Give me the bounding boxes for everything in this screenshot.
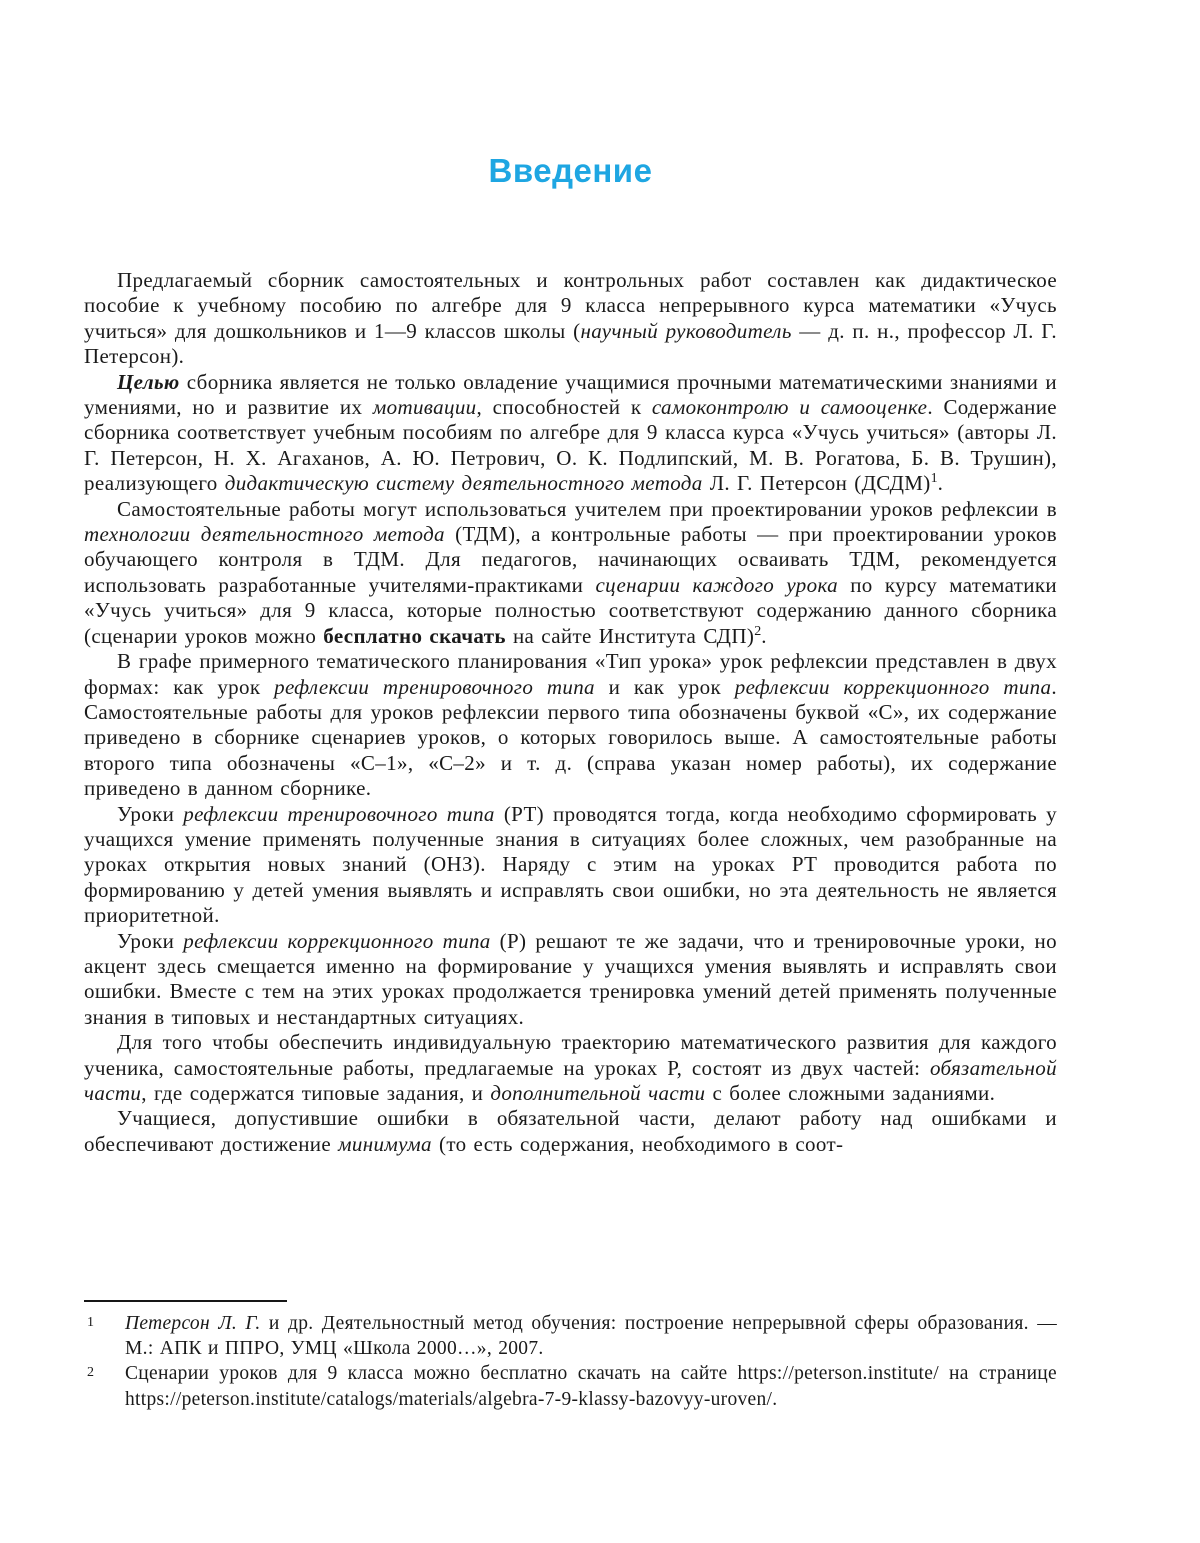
text-span: Уроки xyxy=(117,928,184,953)
text-span: Сценарии уроков для 9 класса можно бесплатно скачать на сайте https://peterson.institute/ на странице https://peterson.institute/catalogs/materials/algebra-7-9-klassy-bazovyy-uroven/. xyxy=(125,1363,1057,1410)
paragraph xyxy=(84,649,1057,801)
text-span: дополнительной части xyxy=(490,1081,706,1105)
text-span: , где содержатся типовые задания, и xyxy=(141,1081,491,1105)
text-span: Самостоятельные работы могут использоваться учителем при проектировании уроков рефлексии в xyxy=(117,496,1057,521)
footnotes-section xyxy=(84,1300,1057,1412)
text-span: и др. Деятельностный метод обучения: построение непрерывной сферы образования. — М.: АПК и ППРО, УМЦ «Школа 2000…», 2007. xyxy=(125,1313,1057,1360)
text-span: . Содержание сборника соответствует учебным пособиям по алгебре для 9 класса курса «Учусь учиться» (авторы Л. Г. Петерсон, Н. Х. Агаханов, А. Ю. Петрович, О. К. Подлипский, М. В. Рогатова, Б. В. Трушин), реализующего xyxy=(84,395,1057,496)
text-span: дидактическую систему деятельностного метода xyxy=(224,471,703,496)
text-span: Предлагаемый сборник самостоятельных и контрольных работ составлен как дидактическое пособие к учебному пособию по алгебре для 9 класса непрерывного курса математики «Учусь учиться» для дошкольников и 1—9 классов школы ( xyxy=(84,268,1057,343)
footnote-item xyxy=(84,1361,1057,1411)
text-span: бесплатно скачать xyxy=(323,623,506,648)
text-span: Для того чтобы обеспечить индивидуальную траекторию математического развития для каждого ученика, самостоятельные работы, предлагаемые на уроках Р, состоят из двух частей: xyxy=(84,1030,1057,1080)
text-span: минимума xyxy=(338,1131,432,1156)
text-span: и как урок xyxy=(594,674,735,699)
text-span: самоконтролю и самооценке xyxy=(651,395,928,420)
text-span: рефлексии тренировочного типа xyxy=(183,801,495,826)
text-span: Л. Г. Петерсон (ДСДМ) xyxy=(702,471,931,496)
text-span: рефлексии коррекционного типа xyxy=(734,674,1052,699)
text-span: Уроки xyxy=(117,801,184,826)
paragraph xyxy=(84,1106,1057,1157)
text-span: Целью xyxy=(117,369,180,394)
paragraph xyxy=(84,929,1057,1031)
text-span: . Самостоятельные работы для уроков рефлексии первого типа обозначены буквой «С», их содержание приведено в сборнике сценариев уроков, о которых говорилось выше. А самостоятельные работы второго типа обозначены «С–1», «С–2» и т. д. (справа указан номер работы), их содержание приведено в данном сборнике. xyxy=(84,674,1057,801)
text-span: . xyxy=(761,623,767,648)
text-span: . xyxy=(937,471,944,496)
paragraph xyxy=(84,268,1057,370)
text-span: В графе примерного тематического планирования «Тип урока» урок рефлексии представлен в двух формах: как урок xyxy=(84,649,1057,699)
text-span: обязательной части xyxy=(84,1055,1057,1105)
text-span: (то есть содержания, необходимого в соот- xyxy=(431,1131,844,1156)
text-span: по курсу математики «Учусь учиться» для 9 класса, которые полностью соответствуют содержанию данного сборника (сценарии уроков можно xyxy=(84,572,1057,648)
footnote-reference: 1 xyxy=(930,471,938,487)
text-span: — д. п. н., профессор Л. Г. Петерсон). xyxy=(84,318,1057,369)
page-title: Введение xyxy=(488,152,653,189)
footnote-marker: 1 xyxy=(87,1315,95,1330)
footnote-rule xyxy=(84,1300,287,1302)
text-span: мотивации xyxy=(372,395,477,420)
text-span: Петерсон Л. Г. xyxy=(125,1313,261,1334)
footnote-marker: 2 xyxy=(87,1365,95,1381)
text-span: (ТДМ), а контрольные работы — при проектировании уроков обучающего контроля в ТДМ. Для педагогов, начинающих осваивать ТДМ, рекомендуется использовать разработанные учителями-практиками xyxy=(84,522,1057,597)
text-span: рефлексии коррекционного типа xyxy=(183,928,491,953)
text-span: с более сложными заданиями. xyxy=(705,1081,996,1105)
text-span: рефлексии тренировочного типа xyxy=(274,674,595,699)
text-span: сборника является не только овладение учащимися прочными математическими знаниями и умениями, но и развитие их xyxy=(84,369,1057,420)
footnote-list xyxy=(84,1311,1057,1412)
text-span: научный руководитель xyxy=(580,318,792,343)
footnote-item xyxy=(84,1311,1057,1361)
body-text xyxy=(84,268,1057,1157)
footnote-reference: 2 xyxy=(754,623,762,639)
paragraph xyxy=(84,497,1057,649)
text-span: (Р) решают те же задачи, что и тренировочные уроки, но акцент здесь смещается именно на формирование у учащихся умения выявлять и исправлять свои ошибки. Вместе с тем на этих уроках продолжается тренировка умений детей применять полученные знания в типовых и нестандартных ситуациях. xyxy=(84,928,1057,1029)
text-span: сценарии каждого урока xyxy=(595,572,838,597)
text-span: (РТ) проводятся тогда, когда необходимо сформировать у учащихся умение применять полученные знания в ситуациях более сложных, чем разобранные на уроках открытия новых знаний (ОНЗ). Наряду с этим на уроках РТ проводится работа по формированию у детей умения выявлять и исправлять свои ошибки, но эта деятельность не является приоритетной. xyxy=(84,801,1057,928)
text-span: на сайте Института СДП) xyxy=(505,623,755,648)
paragraph xyxy=(84,370,1057,497)
text-span: технологии деятельностного метода xyxy=(84,522,445,547)
text-span: Учащиеся, допустившие ошибки в обязательной части, делают работу над ошибками и обеспечивают достижение xyxy=(84,1106,1057,1156)
paragraph xyxy=(84,802,1057,929)
text-span: , способностей к xyxy=(476,395,652,420)
paragraph xyxy=(84,1030,1057,1106)
